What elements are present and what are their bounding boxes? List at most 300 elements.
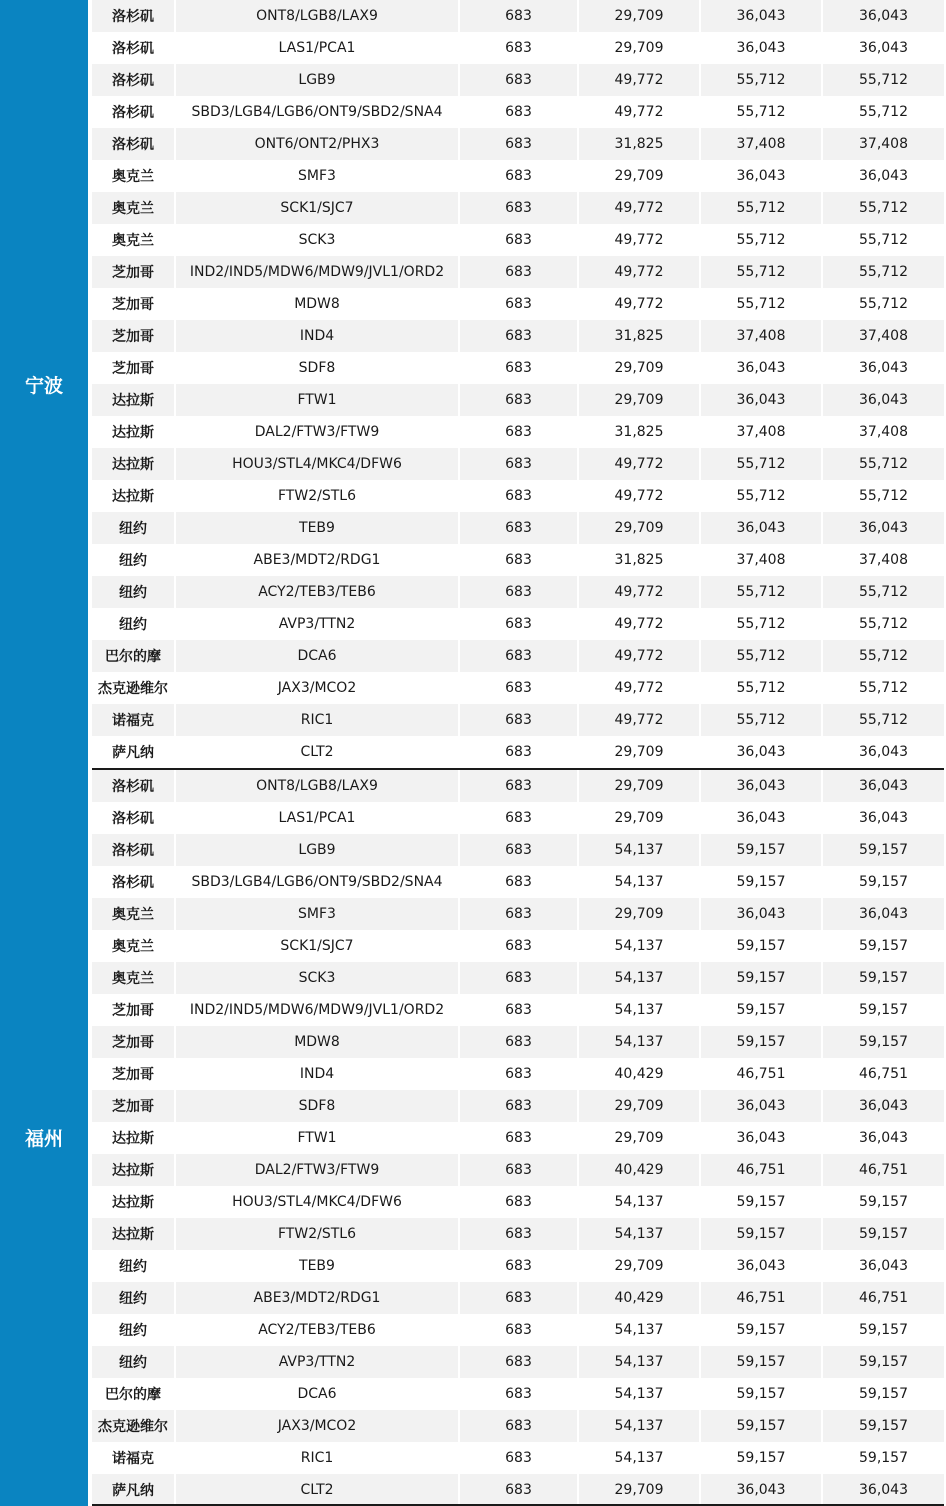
rate-col-1: 683 [460,0,579,32]
warehouse-codes: SMF3 [176,898,460,930]
destination-city: 萨凡纳 [92,736,176,768]
rate-col-1: 683 [460,480,579,512]
table-row [92,1282,944,1314]
warehouse-codes: IND4 [176,1058,460,1090]
rate-col-1: 683 [460,1218,579,1250]
destination-city: 达拉斯 [92,480,176,512]
table-row [92,1154,944,1186]
rate-col-4: 36,043 [823,32,944,64]
warehouse-codes: ONT6/ONT2/PHX3 [176,128,460,160]
destination-city: 洛杉矶 [92,0,176,32]
destination-city: 洛杉矶 [92,64,176,96]
rate-col-2: 54,137 [579,1442,701,1474]
origin-label: 福州 [0,768,90,1506]
rate-col-3: 55,712 [701,192,823,224]
rate-col-4: 36,043 [823,384,944,416]
warehouse-codes: IND2/IND5/MDW6/MDW9/JVL1/ORD2 [176,256,460,288]
destination-city: 达拉斯 [92,1122,176,1154]
group-rows [92,770,944,1506]
warehouse-codes: DAL2/FTW3/FTW9 [176,1154,460,1186]
rate-col-2: 54,137 [579,1410,701,1442]
rate-col-3: 59,157 [701,1346,823,1378]
destination-city: 纽约 [92,1250,176,1282]
rate-col-4: 55,712 [823,704,944,736]
destination-city: 洛杉矶 [92,128,176,160]
rate-col-4: 59,157 [823,930,944,962]
rate-col-1: 683 [460,672,579,704]
rate-col-2: 40,429 [579,1154,701,1186]
destination-city: 达拉斯 [92,384,176,416]
rate-col-1: 683 [460,962,579,994]
rate-col-1: 683 [460,802,579,834]
rate-col-2: 40,429 [579,1282,701,1314]
table-row [92,352,944,384]
rate-col-3: 36,043 [701,1090,823,1122]
table-row [92,1410,944,1442]
rate-col-2: 29,709 [579,160,701,192]
warehouse-codes: IND4 [176,320,460,352]
rate-col-1: 683 [460,1186,579,1218]
rate-col-2: 49,772 [579,704,701,736]
rate-col-1: 683 [460,192,579,224]
destination-city: 达拉斯 [92,416,176,448]
destination-city: 奥克兰 [92,224,176,256]
destination-city: 芝加哥 [92,1026,176,1058]
rate-col-2: 29,709 [579,1090,701,1122]
warehouse-codes: FTW2/STL6 [176,1218,460,1250]
warehouse-codes: IND2/IND5/MDW6/MDW9/JVL1/ORD2 [176,994,460,1026]
warehouse-codes: DCA6 [176,1378,460,1410]
rate-col-2: 29,709 [579,770,701,802]
warehouse-codes: SDF8 [176,1090,460,1122]
table-row [92,1186,944,1218]
rate-col-2: 29,709 [579,1250,701,1282]
rate-col-1: 683 [460,128,579,160]
rate-col-4: 55,712 [823,256,944,288]
warehouse-codes: FTW1 [176,384,460,416]
destination-city: 奥克兰 [92,192,176,224]
rate-col-1: 683 [460,256,579,288]
rate-col-4: 59,157 [823,866,944,898]
rate-col-1: 683 [460,1442,579,1474]
table-row [92,962,944,994]
rate-col-4: 36,043 [823,352,944,384]
rate-col-1: 683 [460,352,579,384]
rate-col-4: 55,712 [823,224,944,256]
warehouse-codes: SCK1/SJC7 [176,192,460,224]
rate-col-3: 36,043 [701,770,823,802]
rate-col-4: 36,043 [823,1474,944,1506]
warehouse-codes: SCK1/SJC7 [176,930,460,962]
table-row [92,1122,944,1154]
rate-col-2: 49,772 [579,224,701,256]
table-row [92,640,944,672]
rate-col-1: 683 [460,1410,579,1442]
rate-col-4: 36,043 [823,160,944,192]
rate-col-4: 37,408 [823,128,944,160]
rate-col-1: 683 [460,930,579,962]
rate-col-1: 683 [460,1282,579,1314]
rate-col-3: 59,157 [701,1442,823,1474]
rate-col-2: 40,429 [579,1058,701,1090]
rate-col-3: 37,408 [701,544,823,576]
table-row [92,1346,944,1378]
warehouse-codes: RIC1 [176,1442,460,1474]
warehouse-codes: CLT2 [176,736,460,768]
warehouse-codes: ABE3/MDT2/RDG1 [176,544,460,576]
rate-col-2: 54,137 [579,866,701,898]
rate-col-3: 59,157 [701,1410,823,1442]
warehouse-codes: MDW8 [176,1026,460,1058]
table-row [92,512,944,544]
rate-col-3: 55,712 [701,672,823,704]
rate-col-4: 59,157 [823,962,944,994]
rate-col-2: 29,709 [579,352,701,384]
rate-col-1: 683 [460,320,579,352]
rate-col-2: 54,137 [579,930,701,962]
warehouse-codes: FTW1 [176,1122,460,1154]
destination-city: 洛杉矶 [92,32,176,64]
rate-col-3: 46,751 [701,1282,823,1314]
rate-col-4: 59,157 [823,834,944,866]
rate-col-1: 683 [460,288,579,320]
rate-col-4: 36,043 [823,512,944,544]
rate-col-3: 55,712 [701,704,823,736]
rate-col-2: 29,709 [579,736,701,768]
rate-col-3: 55,712 [701,288,823,320]
destination-city: 诺福克 [92,704,176,736]
destination-city: 纽约 [92,544,176,576]
destination-city: 奥克兰 [92,930,176,962]
destination-city: 达拉斯 [92,1186,176,1218]
rate-col-3: 55,712 [701,640,823,672]
rate-col-4: 36,043 [823,1090,944,1122]
warehouse-codes: JAX3/MCO2 [176,1410,460,1442]
destination-city: 奥克兰 [92,160,176,192]
rate-col-3: 36,043 [701,736,823,768]
rate-col-2: 29,709 [579,0,701,32]
rate-col-3: 37,408 [701,320,823,352]
warehouse-codes: SMF3 [176,160,460,192]
table-row [92,384,944,416]
rate-col-2: 49,772 [579,576,701,608]
destination-city: 杰克逊维尔 [92,672,176,704]
rate-col-2: 29,709 [579,512,701,544]
rate-col-1: 683 [460,834,579,866]
rate-col-3: 55,712 [701,96,823,128]
rate-col-2: 29,709 [579,1474,701,1506]
rate-col-1: 683 [460,1154,579,1186]
rate-col-2: 54,137 [579,834,701,866]
table-row [92,256,944,288]
rate-col-1: 683 [460,224,579,256]
rate-col-3: 55,712 [701,64,823,96]
rate-col-4: 46,751 [823,1282,944,1314]
rate-col-1: 683 [460,512,579,544]
rate-col-1: 683 [460,1090,579,1122]
rate-col-3: 37,408 [701,128,823,160]
table-row [92,64,944,96]
rate-col-1: 683 [460,160,579,192]
rate-col-1: 683 [460,1250,579,1282]
rate-col-2: 54,137 [579,1218,701,1250]
rate-col-2: 31,825 [579,128,701,160]
origin-group-fuzhou [0,768,946,1506]
destination-city: 奥克兰 [92,962,176,994]
rate-col-1: 683 [460,866,579,898]
destination-city: 洛杉矶 [92,834,176,866]
rate-col-1: 683 [460,1058,579,1090]
rate-col-3: 46,751 [701,1154,823,1186]
warehouse-codes: LGB9 [176,64,460,96]
destination-city: 洛杉矶 [92,802,176,834]
rate-col-2: 31,825 [579,320,701,352]
destination-city: 芝加哥 [92,256,176,288]
destination-city: 诺福克 [92,1442,176,1474]
table-row [92,128,944,160]
warehouse-codes: LAS1/PCA1 [176,802,460,834]
rate-col-4: 36,043 [823,770,944,802]
rate-col-4: 36,043 [823,0,944,32]
rate-col-4: 37,408 [823,320,944,352]
rate-col-3: 36,043 [701,352,823,384]
table-row [92,192,944,224]
warehouse-codes: ACY2/TEB3/TEB6 [176,1314,460,1346]
rate-col-2: 54,137 [579,1314,701,1346]
rate-col-2: 29,709 [579,32,701,64]
table-row [92,802,944,834]
rate-col-4: 59,157 [823,1378,944,1410]
rate-col-1: 683 [460,770,579,802]
rate-col-2: 29,709 [579,898,701,930]
table-row [92,1442,944,1474]
rate-col-1: 683 [460,416,579,448]
rate-col-4: 59,157 [823,1410,944,1442]
destination-city: 纽约 [92,608,176,640]
rate-col-4: 55,712 [823,288,944,320]
rate-col-3: 36,043 [701,802,823,834]
table-row [92,448,944,480]
rate-col-2: 49,772 [579,608,701,640]
origin-label: 宁波 [0,0,90,768]
rate-col-2: 29,709 [579,384,701,416]
rate-col-1: 683 [460,1314,579,1346]
warehouse-codes: LAS1/PCA1 [176,32,460,64]
rate-col-2: 49,772 [579,288,701,320]
rate-col-4: 59,157 [823,1186,944,1218]
table-row [92,608,944,640]
table-row [92,1378,944,1410]
warehouse-codes: HOU3/STL4/MKC4/DFW6 [176,448,460,480]
rate-col-4: 55,712 [823,640,944,672]
rate-col-2: 49,772 [579,448,701,480]
rate-col-2: 49,772 [579,96,701,128]
rate-col-4: 36,043 [823,802,944,834]
table-row [92,160,944,192]
destination-city: 纽约 [92,1314,176,1346]
destination-city: 洛杉矶 [92,96,176,128]
rate-col-1: 683 [460,1378,579,1410]
destination-city: 达拉斯 [92,448,176,480]
rate-col-3: 55,712 [701,448,823,480]
table-row [92,704,944,736]
table-row [92,1250,944,1282]
table-row [92,1474,944,1506]
rate-col-1: 683 [460,32,579,64]
warehouse-codes: SDF8 [176,352,460,384]
rate-col-4: 36,043 [823,898,944,930]
rate-col-3: 36,043 [701,1474,823,1506]
table-row [92,480,944,512]
rate-col-3: 59,157 [701,866,823,898]
table-row [92,1058,944,1090]
rate-col-2: 49,772 [579,64,701,96]
rate-col-4: 36,043 [823,1122,944,1154]
warehouse-codes: DAL2/FTW3/FTW9 [176,416,460,448]
destination-city: 芝加哥 [92,1058,176,1090]
rate-col-2: 31,825 [579,544,701,576]
warehouse-codes: SBD3/LGB4/LGB6/ONT9/SBD2/SNA4 [176,96,460,128]
destination-city: 洛杉矶 [92,866,176,898]
rate-col-2: 54,137 [579,1186,701,1218]
rate-col-2: 54,137 [579,1026,701,1058]
rate-col-4: 37,408 [823,416,944,448]
rate-col-1: 683 [460,544,579,576]
destination-city: 纽约 [92,1346,176,1378]
destination-city: 纽约 [92,512,176,544]
destination-city: 巴尔的摩 [92,1378,176,1410]
warehouse-codes: AVP3/TTN2 [176,1346,460,1378]
destination-city: 达拉斯 [92,1154,176,1186]
rate-col-3: 59,157 [701,834,823,866]
rate-col-3: 37,408 [701,416,823,448]
rate-col-3: 59,157 [701,994,823,1026]
rate-col-3: 59,157 [701,930,823,962]
table-row [92,1090,944,1122]
rate-col-3: 55,712 [701,608,823,640]
warehouse-codes: SCK3 [176,224,460,256]
rate-col-1: 683 [460,994,579,1026]
rate-col-1: 683 [460,1122,579,1154]
rate-col-4: 59,157 [823,1314,944,1346]
table-row [92,416,944,448]
table-row [92,576,944,608]
table-row [92,320,944,352]
rate-col-4: 37,408 [823,544,944,576]
rate-col-4: 46,751 [823,1154,944,1186]
warehouse-codes: ONT8/LGB8/LAX9 [176,770,460,802]
rate-col-3: 36,043 [701,384,823,416]
rate-col-1: 683 [460,576,579,608]
table-row [92,770,944,802]
rate-col-4: 59,157 [823,1442,944,1474]
rate-col-1: 683 [460,1474,579,1506]
group-rows [92,0,944,768]
rate-col-4: 55,712 [823,608,944,640]
rate-col-4: 55,712 [823,448,944,480]
rate-col-4: 59,157 [823,1218,944,1250]
warehouse-codes: RIC1 [176,704,460,736]
warehouse-codes: LGB9 [176,834,460,866]
rate-col-2: 29,709 [579,1122,701,1154]
table-row [92,0,944,32]
rate-col-1: 683 [460,898,579,930]
rate-col-3: 55,712 [701,576,823,608]
table-row [92,32,944,64]
rate-col-4: 55,712 [823,480,944,512]
table-row [92,96,944,128]
rate-col-4: 36,043 [823,1250,944,1282]
rate-col-4: 55,712 [823,192,944,224]
rate-col-2: 49,772 [579,672,701,704]
warehouse-codes: ABE3/MDT2/RDG1 [176,1282,460,1314]
rate-col-4: 59,157 [823,1026,944,1058]
rate-col-1: 683 [460,384,579,416]
rate-col-4: 55,712 [823,672,944,704]
rate-col-1: 683 [460,64,579,96]
warehouse-codes: TEB9 [176,512,460,544]
rate-col-3: 55,712 [701,256,823,288]
destination-city: 芝加哥 [92,288,176,320]
rate-col-2: 49,772 [579,256,701,288]
rate-col-3: 36,043 [701,160,823,192]
table-row [92,544,944,576]
rate-col-3: 59,157 [701,962,823,994]
table-row [92,1218,944,1250]
rate-col-3: 36,043 [701,0,823,32]
destination-city: 芝加哥 [92,320,176,352]
rate-col-3: 36,043 [701,32,823,64]
rate-col-3: 55,712 [701,224,823,256]
destination-city: 巴尔的摩 [92,640,176,672]
destination-city: 萨凡纳 [92,1474,176,1506]
rate-col-1: 683 [460,448,579,480]
destination-city: 芝加哥 [92,1090,176,1122]
destination-city: 芝加哥 [92,994,176,1026]
table-row [92,930,944,962]
rate-col-1: 683 [460,736,579,768]
warehouse-codes: JAX3/MCO2 [176,672,460,704]
rate-col-2: 29,709 [579,802,701,834]
destination-city: 纽约 [92,576,176,608]
rate-col-4: 59,157 [823,994,944,1026]
destination-city: 杰克逊维尔 [92,1410,176,1442]
warehouse-codes: DCA6 [176,640,460,672]
rate-col-4: 55,712 [823,576,944,608]
warehouse-codes: CLT2 [176,1474,460,1506]
rate-col-3: 55,712 [701,480,823,512]
rate-col-3: 36,043 [701,898,823,930]
warehouse-codes: SCK3 [176,962,460,994]
table-row [92,866,944,898]
rate-col-3: 36,043 [701,1122,823,1154]
warehouse-codes: SBD3/LGB4/LGB6/ONT9/SBD2/SNA4 [176,866,460,898]
warehouse-codes: MDW8 [176,288,460,320]
warehouse-codes: ACY2/TEB3/TEB6 [176,576,460,608]
destination-city: 洛杉矶 [92,770,176,802]
rate-col-2: 54,137 [579,1378,701,1410]
rate-col-1: 683 [460,704,579,736]
table-row [92,736,944,768]
rate-col-1: 683 [460,1026,579,1058]
table-row [92,224,944,256]
warehouse-codes: ONT8/LGB8/LAX9 [176,0,460,32]
destination-city: 纽约 [92,1282,176,1314]
rate-col-3: 59,157 [701,1026,823,1058]
rate-col-3: 59,157 [701,1218,823,1250]
rate-col-3: 46,751 [701,1058,823,1090]
rate-col-4: 46,751 [823,1058,944,1090]
